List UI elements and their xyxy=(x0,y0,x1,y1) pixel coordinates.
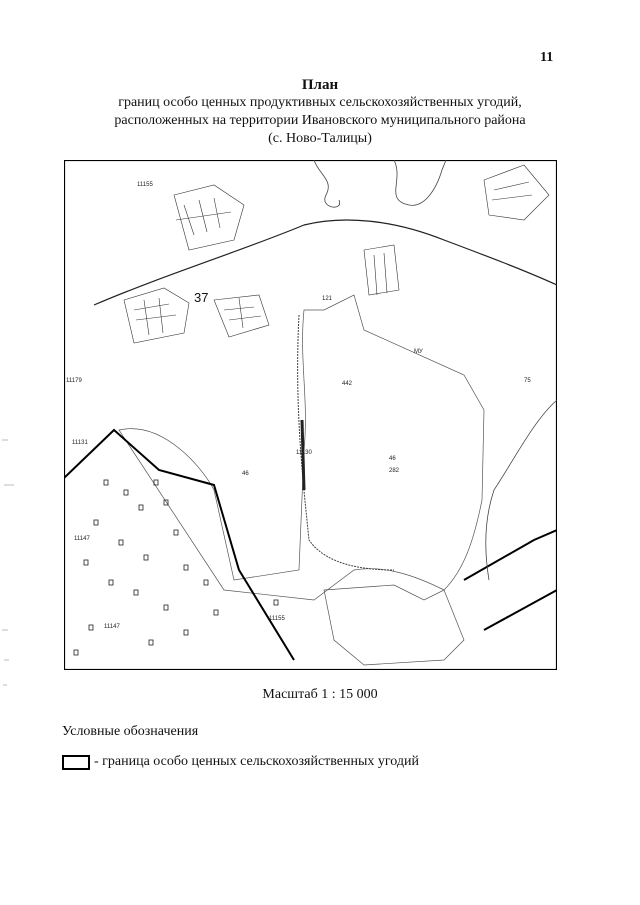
legend-swatch xyxy=(62,755,90,770)
label-11155-bottom: 11155 xyxy=(269,616,285,622)
legend-item-label: - граница особо ценных сельскохозяйственных угодий xyxy=(94,754,420,769)
subtitle-line-1: границ особо ценных продуктивных сельскохозяйственных угодий, xyxy=(118,95,522,110)
label-37: 37 xyxy=(194,290,209,305)
legend-title: Условные обозначения xyxy=(62,724,199,739)
label-11147-b: 11147 xyxy=(104,624,120,630)
label-11147-a: 11147 xyxy=(74,536,90,542)
plan-title: План xyxy=(301,77,339,93)
label-121: 121 xyxy=(322,296,333,302)
label-46-right: 46 xyxy=(389,456,396,462)
label-11131: 11131 xyxy=(72,440,88,446)
label-282: 282 xyxy=(389,468,400,474)
cadastral-map xyxy=(64,160,557,670)
label-46-left: 46 xyxy=(242,471,249,477)
label-442: 442 xyxy=(342,381,353,387)
label-mv: МУ xyxy=(414,349,423,355)
label-11155-top: 11155 xyxy=(137,182,153,188)
page-number: 11 xyxy=(540,50,554,65)
plan-subtitle xyxy=(40,94,600,148)
label-11179: 11179 xyxy=(66,378,82,384)
label-75: 75 xyxy=(524,378,531,384)
legend-row xyxy=(62,753,419,771)
label-11130: 11130 xyxy=(296,450,312,456)
subtitle-line-2: расположенных на территории Ивановского муниципального района xyxy=(114,113,526,128)
map-frame xyxy=(64,160,557,670)
scale-text: Масштаб 1 : 15 000 xyxy=(262,687,378,702)
subtitle-line-3: (с. Ново-Талицы) xyxy=(268,131,372,146)
scan-marks xyxy=(0,430,30,730)
